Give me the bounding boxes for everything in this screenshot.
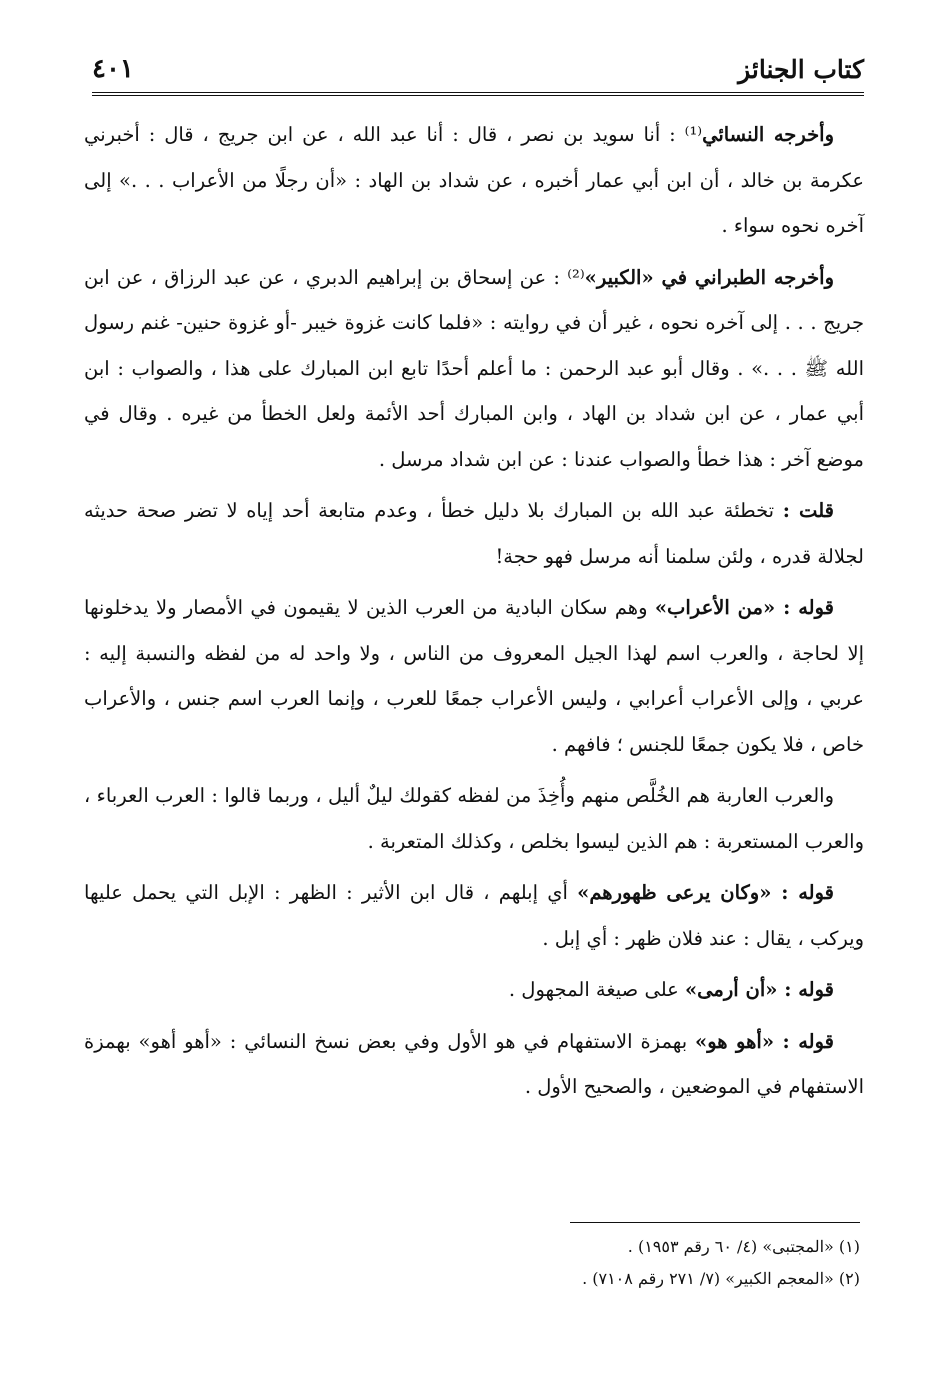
paragraph-lead: قلت : bbox=[782, 499, 834, 522]
paragraph-text: وهم سكان البادية من العرب الذين لا يقيمون في الأمصار ولا يدخلونها إلا لحاجة ، والعرب اسم لهذا الجيل المعروف من الناس ، ولا واحد له من لفظه والنسبة إليه : عربي ، وإلى الأعراب أعرابي ، وليس الأعراب جمعًا للعرب ، وإنما العرب اسم جنس ، والأعراب خاص ، فلا يكون جمعًا للجنس ؛ فافهم . bbox=[84, 596, 864, 756]
paragraph-lead: قوله : «من الأعراب» bbox=[654, 596, 834, 619]
paragraph-lead: وأخرجه النسائي bbox=[702, 123, 834, 146]
footnote-divider bbox=[570, 1222, 860, 1223]
paragraph-text: والعرب العاربة هم الخُلَّص منهم وأُخِذَ من لفظه كقولك ليلٌ أليل ، وربما قالوا : العرب العرباء ، والعرب المستعربة : هم الذين ليسوا بخلص ، وكذلك المتعربة . bbox=[84, 784, 864, 853]
chapter-title: كتاب الجنائز bbox=[738, 55, 864, 84]
paragraph bbox=[84, 585, 864, 767]
paragraph bbox=[84, 1019, 864, 1110]
paragraph-lead: قوله : «أهو هو» bbox=[695, 1029, 834, 1053]
paragraph-text: ⁽²⁾ : عن إسحاق بن إبراهيم الدبري ، عن عبد الرزاق ، عن ابن جريج . . . إلى آخره نحوه ، غير أن في روايته : «فلما كانت غزوة خيبر -أو غزوة حنين- غنم رسول الله ﷺ . . .» . وقال أبو عبد الرحمن : ما أعلم أحدًا تابع ابن المبارك على هذا ، والصواب : ابن أبي عمار ، عن ابن شداد بن الهاد ، وابن المبارك أحد الأئمة ولعل الخطأ من غيره . وقال في موضع آخر : هذا خطأ والصواب عندنا : عن ابن شداد مرسل . bbox=[84, 265, 864, 471]
paragraph-lead: وأخرجه الطبراني في «الكبير» bbox=[584, 265, 834, 289]
paragraph bbox=[84, 967, 864, 1013]
footnote: (١) «المجتبى» (٤/ ٦٠ رقم ١٩٥٣) . bbox=[627, 1237, 860, 1256]
paragraph bbox=[84, 488, 864, 579]
page-header bbox=[92, 40, 864, 96]
main-text bbox=[84, 112, 864, 1116]
footnote: (٢) «المعجم الكبير» (٧/ ٢٧١ رقم ٧١٠٨) . bbox=[582, 1269, 860, 1288]
paragraph-text: بهمزة الاستفهام في هو الأول وفي بعض نسخ النسائي : «أهو أهو» بهمزة الاستفهام في الموضعين ، والصحيح الأول . bbox=[84, 1029, 864, 1098]
paragraph-text: على صيغة المجهول . bbox=[508, 978, 685, 1001]
paragraph-text: تخطئة عبد الله بن المبارك بلا دليل خطأ ، وعدم متابعة أحد إياه لا تضر صحة حديثه لجلالة قدره ، ولئن سلمنا أنه مرسل فهو حجة! bbox=[84, 499, 864, 568]
paragraph bbox=[84, 870, 864, 961]
paragraph-text: أي إبلهم ، قال ابن الأثير : الظهر : الإبل التي يحمل عليها ويركب ، يقال : عند فلان ظهر : أي إبل . bbox=[84, 881, 864, 950]
paragraph-lead: قوله : «أن أرمى» bbox=[684, 978, 834, 1001]
paragraph bbox=[84, 773, 864, 864]
page-number: ٤٠١ bbox=[92, 54, 134, 84]
paragraph bbox=[84, 112, 864, 249]
footnotes bbox=[80, 1222, 860, 1295]
paragraph-text: ⁽¹⁾ : أنا سويد بن نصر ، قال : أنا عبد الله ، عن ابن جريج ، قال : أخبرني عكرمة بن خالد ، أن ابن أبي عمار أخبره ، عن شداد بن الهاد : «أن رجلًا من الأعراب . . .» إلى آخره نحوه سواء . bbox=[84, 123, 864, 237]
paragraph-lead: قوله : «وكان يرعى ظهورهم» bbox=[577, 881, 835, 904]
paragraph bbox=[84, 255, 864, 483]
